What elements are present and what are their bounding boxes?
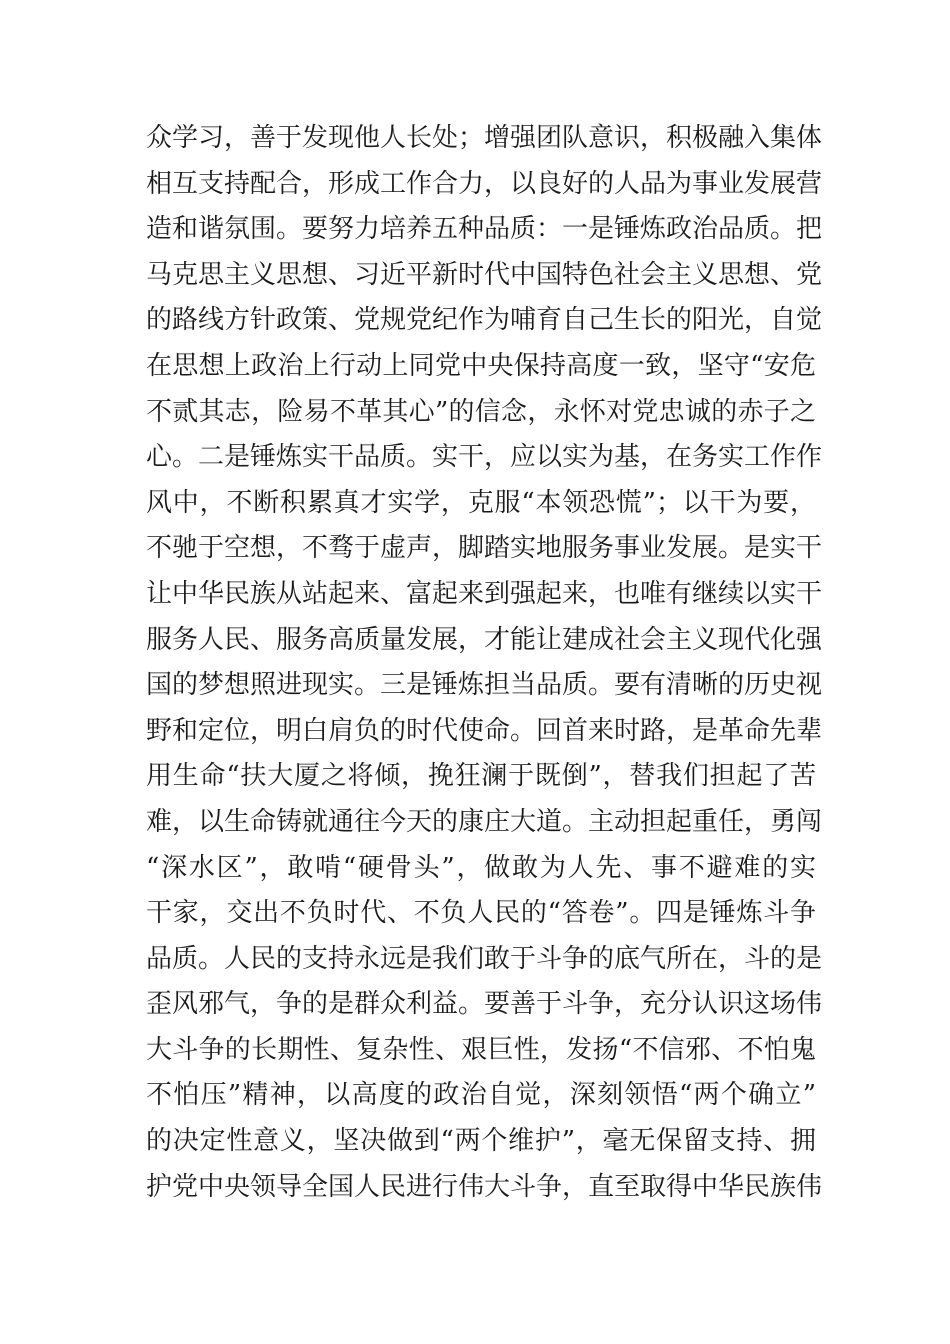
text-line: 用生命“扶大厦之将倾，挽狂澜于既倒”，替我们担起了苦	[146, 761, 816, 792]
text-line: 风中，不断积累真才实学，克服“本领恐慌”；以干为要，	[146, 487, 816, 518]
text-line: 不贰其志，险易不革其心”的信念，永怀对党忠诚的赤子之	[146, 396, 816, 427]
body-text	[146, 116, 823, 1210]
text-line: 难，以生命铸就通往今天的康庄大道。主动担起重任，勇闯	[146, 806, 823, 837]
text-line: 相互支持配合，形成工作合力，以良好的人品为事业发展营	[146, 168, 823, 199]
text-line: 的路线方针政策、党规党纪作为哺育自己生长的阳光，自觉	[146, 305, 823, 336]
text-line: 马克思主义思想、习近平新时代中国特色社会主义思想、党	[146, 259, 823, 290]
text-line: 国的梦想照进现实。三是锤炼担当品质。要有清晰的历史视	[146, 670, 823, 701]
text-line: 众学习，善于发现他人长处；增强团队意识，积极融入集体	[146, 123, 823, 153]
text-line: “深水区”，敢啃“硬骨头”，做敢为人先、事不避难的实	[146, 852, 816, 883]
text-line: 让中华民族从站起来、富起来到强起来，也唯有继续以实干	[146, 578, 823, 609]
text-line: 品质。人民的支持永远是我们敢于斗争的底气所在，斗的是	[146, 943, 823, 974]
text-line: 造和谐氛围。要努力培养五种品质：一是锤炼政治品质。把	[146, 214, 823, 245]
text-line: 不怕压”精神，以高度的政治自觉，深刻领悟“两个确立”	[146, 1080, 816, 1111]
text-line: 护党中央领导全国人民进行伟大斗争，直至取得中华民族伟	[146, 1171, 823, 1202]
text-line: 不驰于空想，不骛于虚声，脚踏实地服务事业发展。是实干	[146, 533, 823, 564]
text-line: 野和定位，明白肩负的时代使命。回首来时路，是革命先辈	[146, 715, 823, 746]
text-line: 心。二是锤炼实干品质。实干，应以实为基，在务实工作作	[146, 442, 823, 473]
text-line: 在思想上政治上行动上同党中央保持高度一致，坚守“安危	[146, 350, 816, 381]
text-line: 干家，交出不负时代、不负人民的“答卷”。四是锤炼斗争	[146, 898, 816, 929]
text-line: 歪风邪气，争的是群众利益。要善于斗争，充分认识这场伟	[146, 989, 823, 1020]
text-line: 的决定性意义，坚决做到“两个维护”，毫无保留支持、拥	[146, 1126, 816, 1157]
text-line: 服务人民、服务高质量发展，才能让建成社会主义现代化强	[146, 624, 823, 655]
text-line: 大斗争的长期性、复杂性、艰巨性，发扬“不信邪、不怕鬼	[146, 1034, 816, 1065]
